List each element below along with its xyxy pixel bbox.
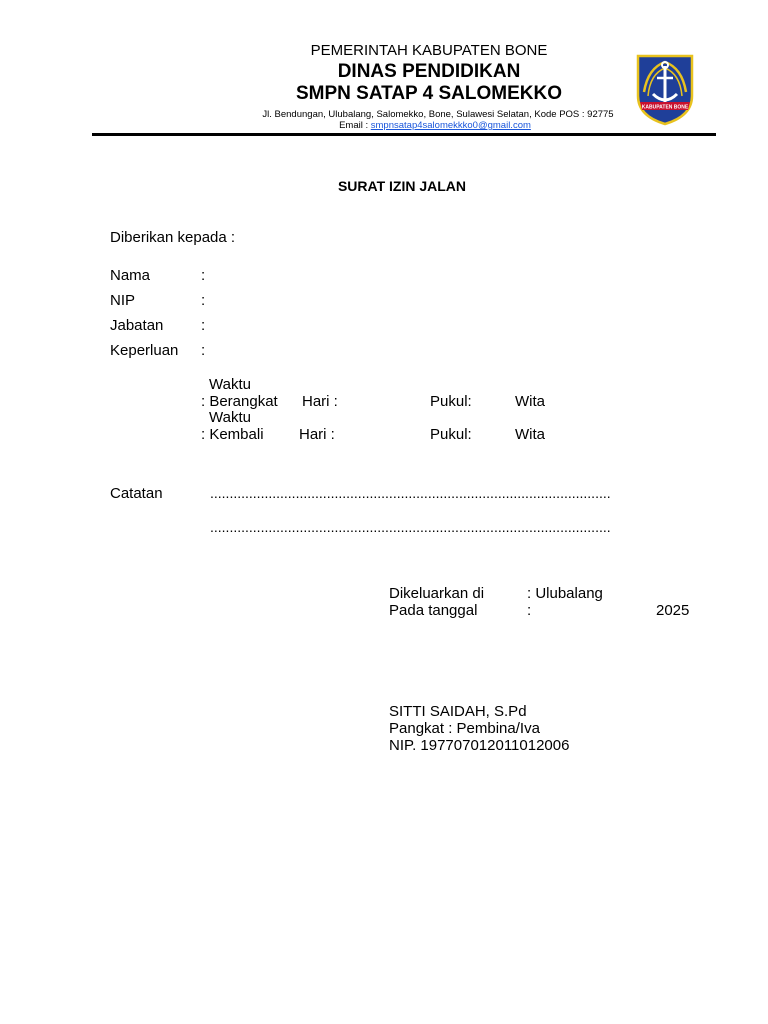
field-colon-nama: :: [201, 267, 206, 284]
notes-line-2: .......................................................................................................: [210, 519, 611, 535]
return-word-waktu: Waktu: [209, 409, 251, 426]
departure-word-waktu: Waktu: [209, 376, 251, 393]
field-label-nama: Nama: [110, 267, 151, 284]
department-name: DINAS PENDIDIKAN: [337, 61, 521, 82]
logo-text: KABUPATEN BONE: [641, 104, 689, 111]
date-colon: :: [527, 602, 532, 619]
field-colon-jabatan: :: [201, 317, 206, 334]
departure-word-berangkat: : Berangkat: [201, 393, 278, 410]
given-to-label: Diberikan kepada :: [110, 229, 236, 246]
departure-time-label: Pukul:: [430, 393, 472, 410]
email-label: Email :: [339, 120, 369, 131]
return-word-kembali: : Kembali: [201, 426, 264, 443]
departure-zone: Wita: [515, 393, 545, 410]
departure-day-label: Hari :: [302, 393, 338, 410]
signer-name: SITTI SAIDAH, S.Pd: [389, 703, 527, 720]
school-address: Jl. Bendungan, Ulubalang, Salomekko, Bone, Sulawesi Selatan, Kode POS : 92775: [262, 109, 614, 120]
header-divider: [92, 133, 716, 136]
signer-nip: NIP. 197707012011012006: [389, 737, 570, 754]
return-time-label: Pukul:: [430, 426, 472, 443]
return-zone: Wita: [515, 426, 545, 443]
kabupaten-bone-emblem-icon: [634, 52, 696, 126]
issued-at-value: : Ulubalang: [527, 585, 603, 602]
school-name: SMPN SATAP 4 SALOMEKKO: [295, 83, 563, 104]
field-colon-nip: :: [201, 292, 206, 309]
field-colon-keperluan: :: [201, 342, 206, 359]
letter-title: SURAT IZIN JALAN: [337, 178, 467, 194]
email-link[interactable]: smpnsatap4salomekkko0@gmail.com: [370, 120, 531, 131]
field-label-jabatan: Jabatan: [110, 317, 164, 334]
signer-rank: Pangkat : Pembina/Iva: [389, 720, 540, 737]
field-label-keperluan: Keperluan: [110, 342, 179, 359]
field-label-nip: NIP: [110, 292, 136, 309]
issued-at-label: Dikeluarkan di: [389, 585, 485, 602]
notes-line-1: .......................................................................................................: [210, 485, 611, 501]
date-year: 2025: [656, 602, 690, 619]
notes-label: Catatan: [110, 485, 163, 502]
return-day-label: Hari :: [299, 426, 335, 443]
date-label: Pada tanggal: [389, 602, 478, 619]
government-name: PEMERINTAH KABUPATEN BONE: [310, 42, 548, 59]
